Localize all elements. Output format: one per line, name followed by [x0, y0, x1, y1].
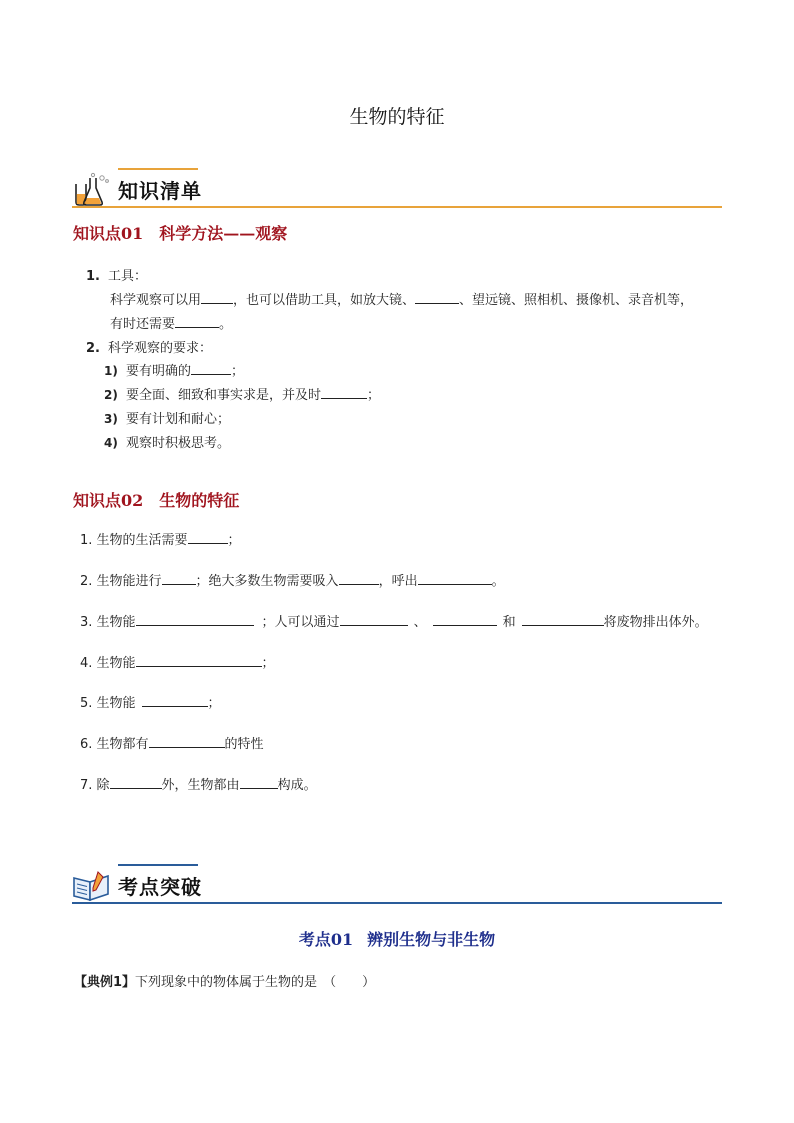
- lab-flask-icon: [72, 172, 112, 206]
- kp2-title: 生物的特征: [159, 491, 240, 510]
- kp1-title: 科学方法——观察: [159, 224, 288, 243]
- banner-rule: [72, 902, 722, 904]
- banner-label: 知识清单: [118, 179, 202, 203]
- kp1-number: 知识点01: [73, 224, 144, 243]
- open-book-icon: [72, 868, 112, 902]
- answer-paren[interactable]: （ ）: [323, 975, 376, 990]
- fill-blank[interactable]: [110, 776, 162, 789]
- kp1-req-3: 3) 要有计划和耐心；: [104, 412, 231, 427]
- kp2-number: 知识点02: [73, 491, 144, 510]
- banner-top-line: [118, 864, 198, 866]
- kp2-line-1: 1. 生物的生活需要 ；: [80, 533, 241, 548]
- banner-label: 考点突破: [118, 875, 202, 899]
- kp2-line-2: 2. 生物能进行 ；绝大多数生物需要吸入 ，呼出 。: [80, 574, 505, 589]
- kp2-heading: [73, 488, 239, 511]
- banner-top-line: [118, 168, 198, 170]
- kp1-item-1: 1. 工具：: [86, 269, 148, 284]
- kp1-tool-line-1: 科学观察可以用 ，也可以借助工具，如放大镜、 、望远镜、照相机、摄像机、录音机等，: [110, 293, 694, 308]
- fill-blank[interactable]: [415, 291, 459, 304]
- kp1-tool-line-2: 有时还需要 。: [110, 317, 233, 332]
- fill-blank[interactable]: [191, 362, 231, 375]
- fill-blank[interactable]: [162, 572, 196, 585]
- fill-blank[interactable]: [418, 572, 492, 585]
- exam-points-banner: [72, 864, 722, 904]
- fill-blank[interactable]: [175, 315, 219, 328]
- example-tag: 【典例1】: [74, 975, 136, 990]
- fill-blank[interactable]: [201, 291, 233, 304]
- kp2-line-5: 5. 生物能 ；: [80, 696, 221, 711]
- fill-blank[interactable]: [321, 386, 367, 399]
- fill-blank[interactable]: [142, 694, 208, 707]
- fill-blank[interactable]: [339, 572, 379, 585]
- page-title: 生物的特征: [349, 106, 445, 128]
- knowledge-list-banner: [72, 168, 722, 208]
- kd1-title: 辨别生物与非生物: [367, 930, 496, 949]
- kp2-line-3: 3. 生物能 ；人可以通过 、 和 将废物排出体外。: [80, 615, 708, 630]
- fill-blank[interactable]: [433, 613, 497, 626]
- kp1-req-1: 1) 要有明确的 ；: [104, 364, 245, 379]
- kp2-line-6: 6. 生物都有 的特性: [80, 737, 264, 752]
- example-1: [74, 971, 375, 990]
- fill-blank[interactable]: [149, 735, 225, 748]
- fill-blank[interactable]: [188, 531, 228, 544]
- fill-blank[interactable]: [136, 654, 262, 667]
- fill-blank[interactable]: [340, 613, 408, 626]
- fill-blank[interactable]: [240, 776, 278, 789]
- banner-rule: [72, 206, 722, 208]
- kd1-number: 考点01: [298, 930, 354, 949]
- kp2-line-4: 4. 生物能 ；: [80, 656, 275, 671]
- example-text: 下列现象中的物体属于生物的是: [135, 975, 318, 990]
- kp1-item-2: 2. 科学观察的要求：: [86, 341, 213, 356]
- kp1-req-2: 2) 要全面、细致和事实求是，并及时 ；: [104, 388, 381, 403]
- kp2-line-7: 7. 除 外，生物都由 构成。: [80, 778, 317, 793]
- fill-blank[interactable]: [522, 613, 604, 626]
- kp1-heading: [73, 221, 287, 244]
- kp1-req-4: 4) 观察时积极思考。: [104, 436, 231, 451]
- kd1-heading: [0, 927, 794, 950]
- fill-blank[interactable]: [136, 613, 254, 626]
